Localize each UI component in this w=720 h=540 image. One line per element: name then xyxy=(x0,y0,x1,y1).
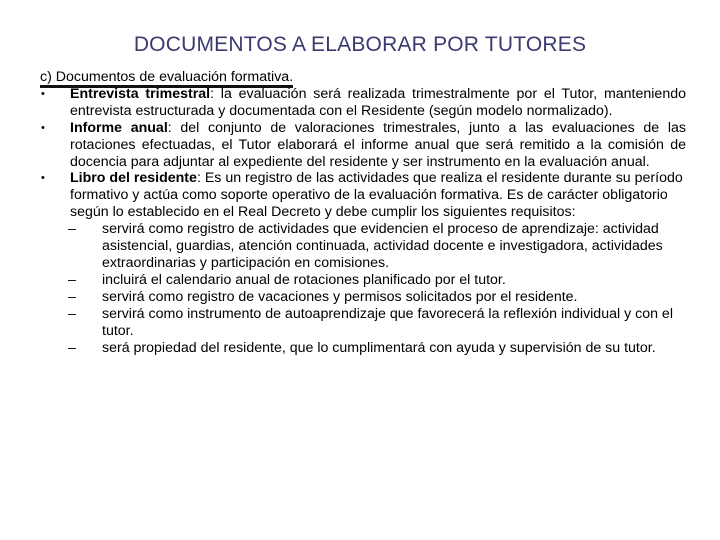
slide-title: DOCUMENTOS A ELABORAR POR TUTORES xyxy=(133,33,587,56)
dash-icon: – xyxy=(68,288,76,305)
sub-list xyxy=(40,221,686,356)
sub-list-item: – servirá como registro de vacaciones y permisos solicitados por el residente. xyxy=(68,288,578,305)
dash-icon: – xyxy=(68,339,76,356)
list-item-entrevista xyxy=(40,86,686,120)
sub-list-item: – servirá como registro de actividades que evidencien el proceso de aprendizaje: actividad asistencial, guardias, atención continuada, actividad docente e investigadora, actividades extraordinarias y participación en comisiones. xyxy=(68,221,663,271)
item-text: : del conjunto de valoraciones trimestrales, junto a las evaluaciones de las rotaciones efectuadas, el Tutor elaborará el informe anual que será remitido a la comisión de docencia para adjuntar al expediente del residente y ser instrumento en la evaluación anual. xyxy=(70,119,686,170)
bullet-list xyxy=(40,86,686,221)
item-text: : la evaluación será realizada trimestralmente por el Tutor, manteniendo entrevista estructurada y documentada con el Residente (según modelo normalizado). xyxy=(70,85,686,119)
list-item-informe xyxy=(40,120,686,171)
list-item-libro xyxy=(40,170,686,221)
dash-icon: – xyxy=(68,271,76,288)
item-term: Entrevista trimestral xyxy=(70,85,211,102)
dash-icon: – xyxy=(68,221,76,238)
dash-icon: – xyxy=(68,305,76,322)
sub-list-item: – servirá como instrumento de autoaprendizaje que favorecerá la reflexión individual y con el tutor. xyxy=(68,305,673,339)
item-text: : Es un registro de las actividades que realiza el residente durante su período formativo y actúa como soporte operativo de la evaluación formativa. Es de carácter obligatorio según lo establecido en el Real Decreto y debe cumplir los siguientes requisitos: xyxy=(70,170,683,221)
bullet-icon: • xyxy=(41,87,45,100)
section-subheading: c) Documentos de evaluación formativa. xyxy=(40,69,686,86)
slide-body xyxy=(40,69,686,356)
sub-list-item: – será propiedad del residente, que lo cumplimentará con ayuda y supervisión de su tutor. xyxy=(68,339,656,356)
bullet-icon: • xyxy=(41,172,45,185)
sub-list-item: – incluirá el calendario anual de rotaciones planificado por el tutor. xyxy=(68,271,506,288)
item-term: Libro del residente xyxy=(70,170,197,187)
item-term: Informe anual xyxy=(70,119,168,136)
bullet-icon: • xyxy=(41,121,45,134)
